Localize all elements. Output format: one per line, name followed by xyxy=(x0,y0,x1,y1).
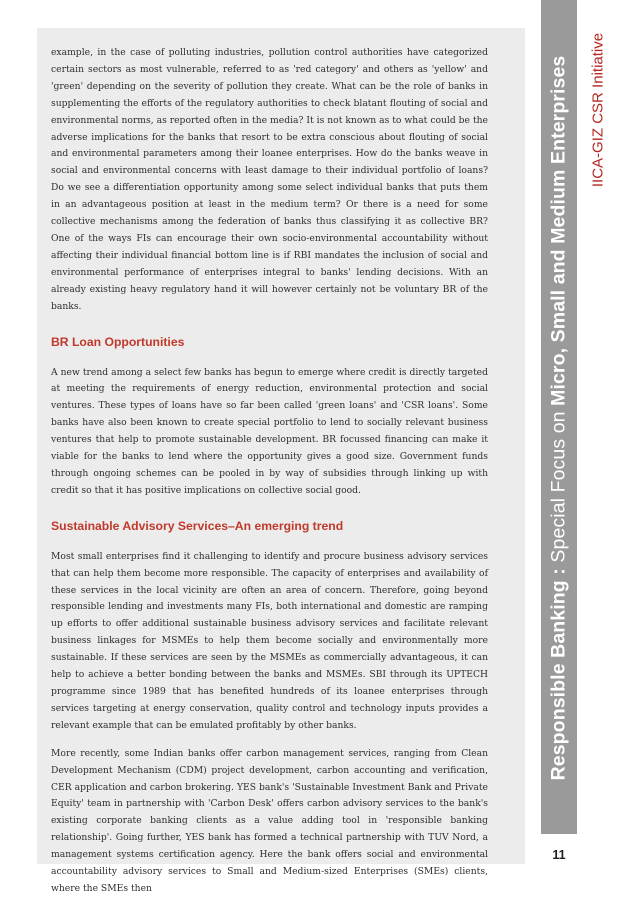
advisory-paragraph-1: Most small enterprises find it challenging to identify and procure business advisory services that can help them become more responsible. The capacity of enterprises and availability of these services in the local vicinity are often an area of concern. Therefore, going beyond responsible lending and investments many FIs, both international and domestic are ramping up efforts to offer additional sustainable business advisory services and facilitate relevant business linkages for MSMEs to help them become socially and environmentally more sustainable. If these services are seen by the MSMEs as commercially advantageous, it can help to achieve a better bonding between the banks and MSMEs. SBI through its UPTECH programme since 1989 that has benefited hundreds of its loanee enterprises through services targeting at energy conservation, quality control and technology inputs provides a relevant example that can be emulated profitably by other banks. xyxy=(51,550,488,731)
running-title-separator: : xyxy=(547,562,570,581)
running-title xyxy=(548,8,571,828)
page-number: 11 xyxy=(552,848,566,862)
section-heading-br-loan: BR Loan Opportunities xyxy=(51,334,185,349)
article-body xyxy=(51,45,488,898)
section-heading-advisory: Sustainable Advisory Services–An emerging trend xyxy=(51,518,344,533)
page-number-box xyxy=(541,835,577,867)
running-title-bold: Responsible Banking xyxy=(547,580,570,781)
intro-paragraph: example, in the case of polluting industries, pollution control authorities have categorized certain sectors as most vulnerable, referred to as 'red category' and others as 'yellow' and 'green' depending on the severity of pollution they create. What can be the role of banks in supplementing the efforts of the regulatory authorities to check blatant flouting of social and environmental norms, as reported often in the media? It is not known as to what could be the adverse implications for the banks that resort to be extra conscious about flouting of social and environmental parameters among their loanee enterprises. How do the banks weave in social and environmental concerns with least damage to their individual portfolio of loans? Do we see a differentiation opportunity among some select individual banks that puts them in an advantageous position at least in the medium term? Or there is a need for some collective mechanisms among the federation of banks thus classifying it as collective BR? One of the ways FIs can encourage their own socio-environmental accountability without affecting their individual financial bottom line is if RBI mandates the inclusion of social and environmental performance of enterprises integral to banks' lending decisions. With an already existing heavy regulatory hand it will however certainly not be voluntary BR of the banks. xyxy=(51,47,488,312)
initiative-label: IICA-GIZ CSR Initiative xyxy=(589,32,607,188)
br-loan-paragraph: A new trend among a select few banks has begun to emerge where credit is directly targeted at meeting the requirements of energy reduction, environmental protection and social ventures. These types of loans have so far been called 'green loans' and 'CSR loans'. Some banks have also been known to create special portfolio to lend to socially relevant business ventures that help to promote sustainable development. BR focussed financing can make it viable for the banks to lend where the opportunity gives a good size. Government funds through ongoing schemes can be pooled in by way of subsidies through linking up with credit so that it has positive implications on collective social good. xyxy=(51,366,488,496)
running-title-tail: Micro, Small and Medium Enterprises xyxy=(547,55,570,412)
advisory-paragraph-2: More recently, some Indian banks offer carbon management services, ranging from Clean Development Mechanism (CDM) project development, carbon accounting and verification, CER application and carbon brokering. YES bank's 'Sustainable Investment Bank and Private Equity' team in partnership with 'Carbon Desk' offers carbon advisory services to the bank's existing corporate banking clients as a value adding tool in 'responsible banking relationship'. Going further, YES bank has formed a technical partnership with TUV Nord, a management systems certification agency. Here the bank offers social and environmental accountability advisory services to Small and Medium-sized Enterprises (SMEs) clients, where the SMEs then xyxy=(51,747,488,894)
running-title-light: Special Focus on xyxy=(547,411,570,563)
